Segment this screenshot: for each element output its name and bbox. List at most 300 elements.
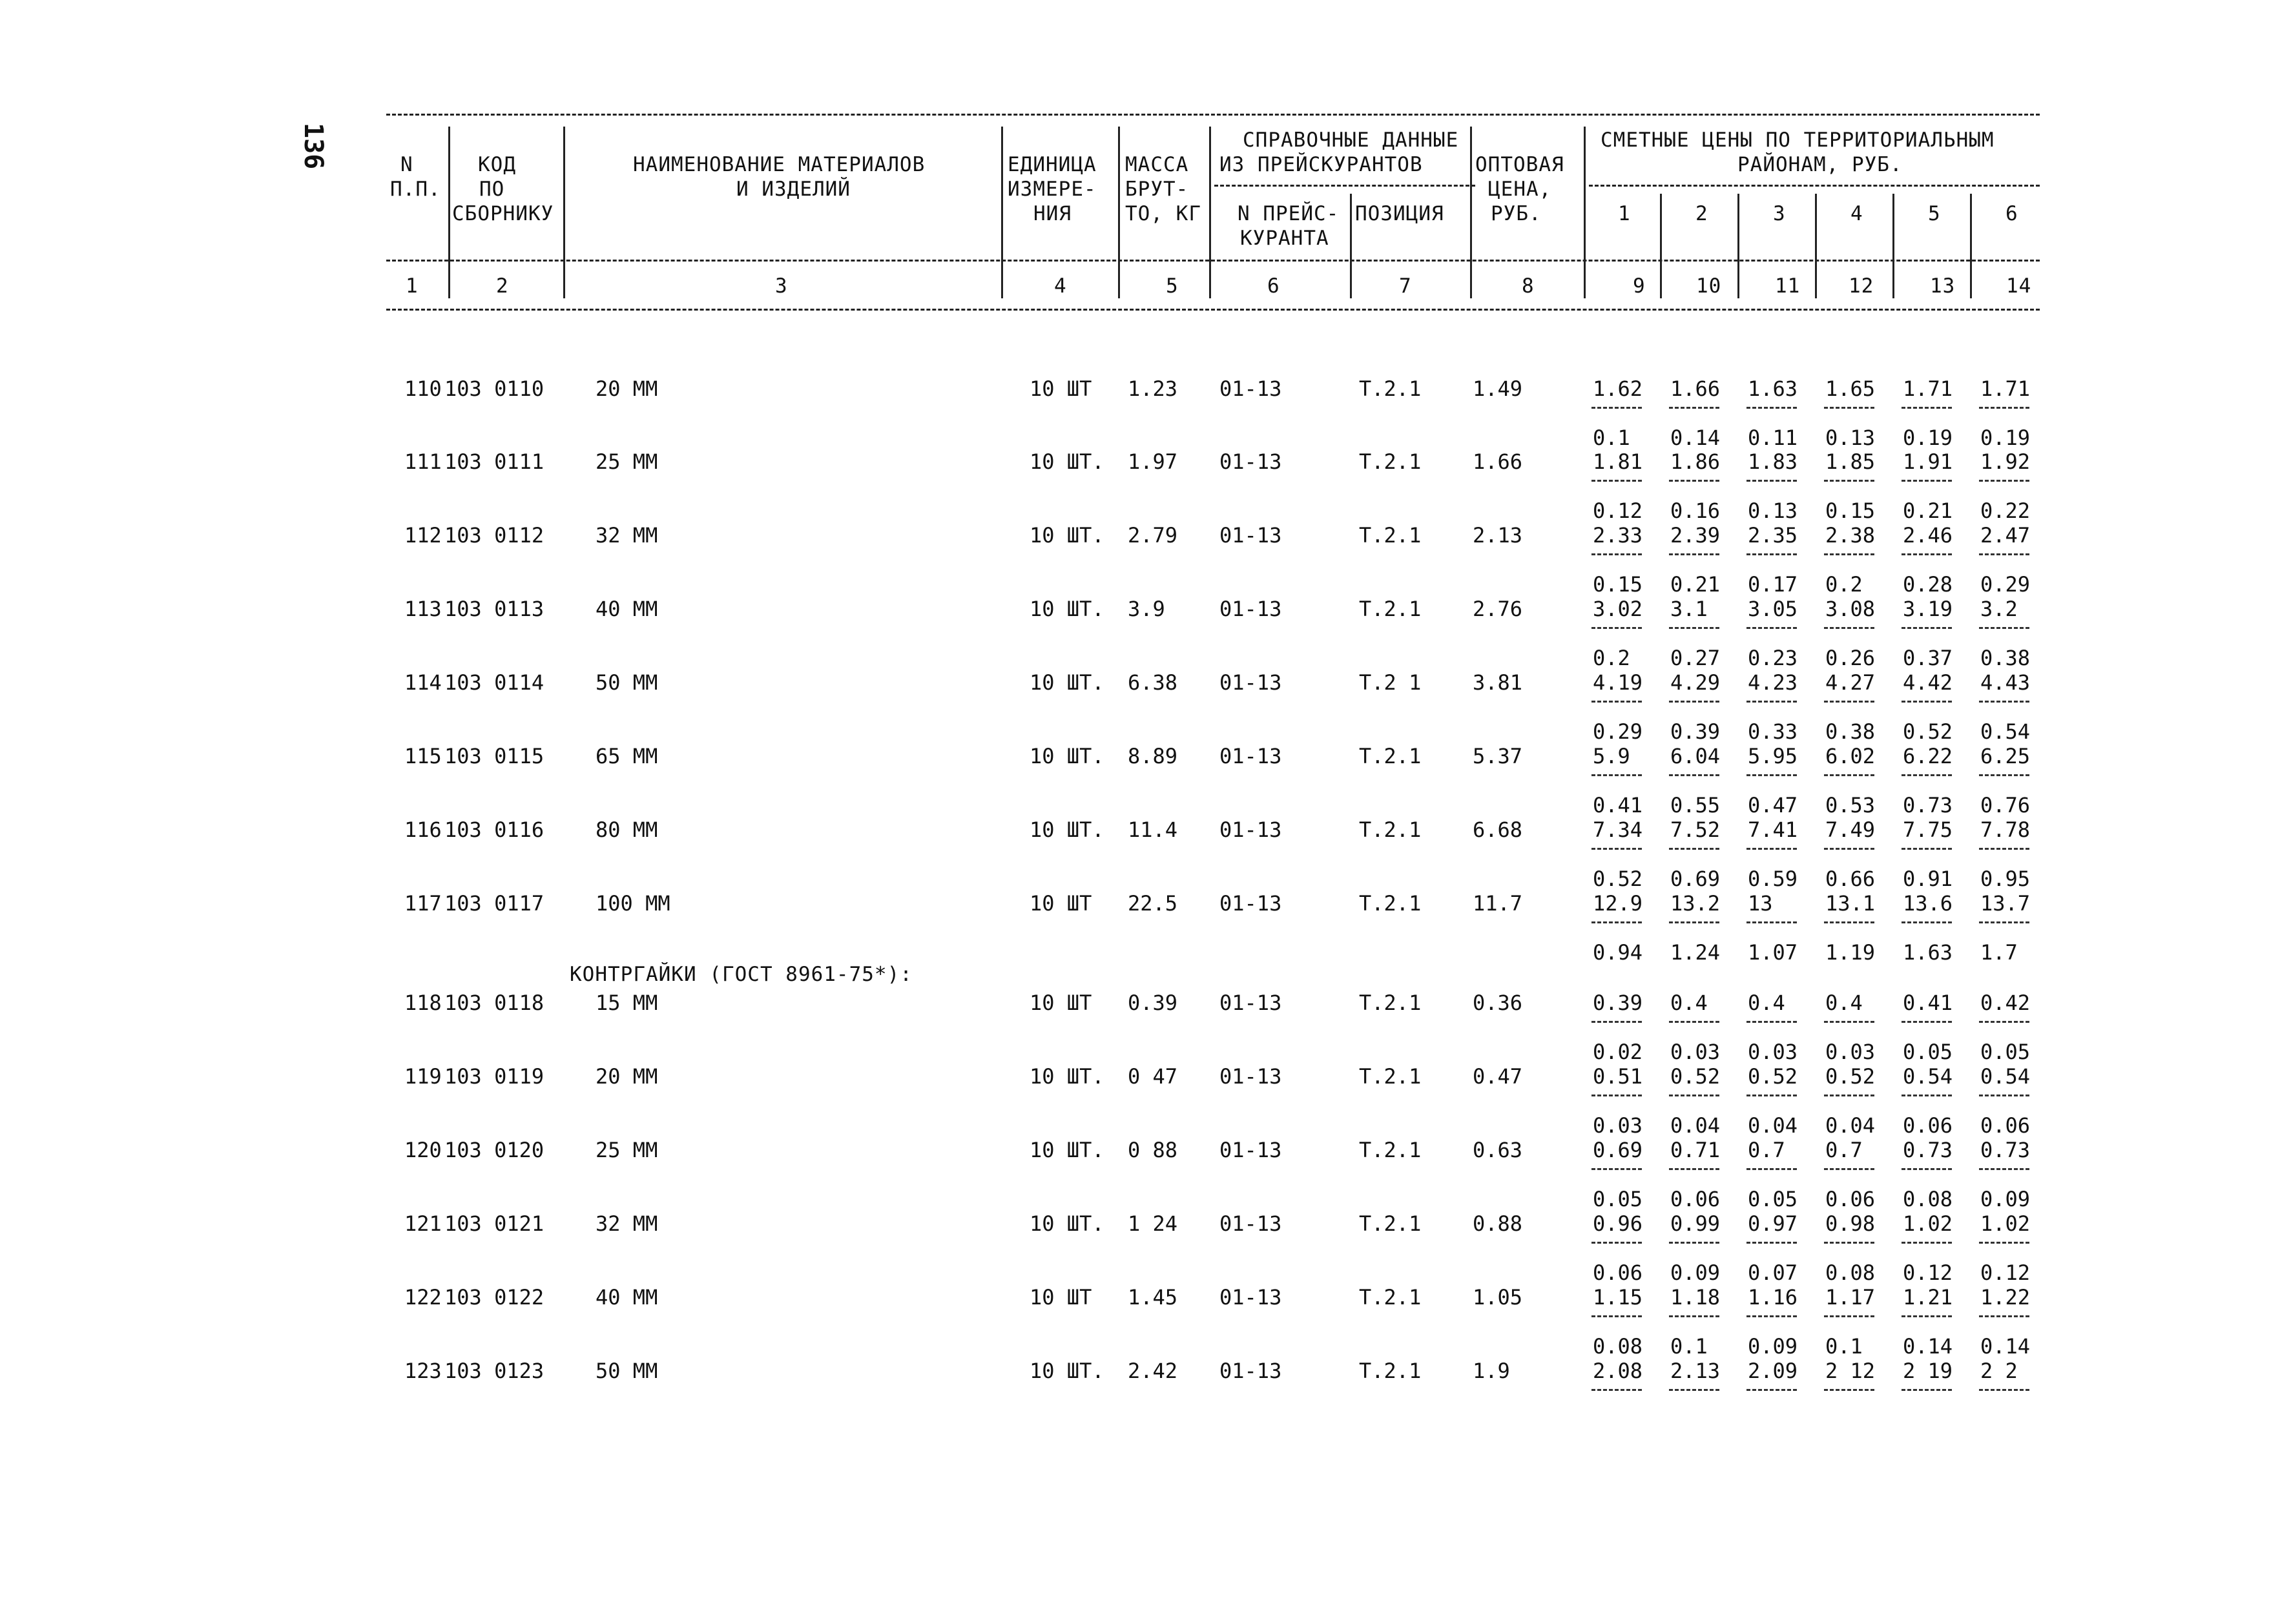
row-material-name: 25 ММ <box>596 1138 658 1162</box>
district-price: 3.2 <box>1980 597 2018 621</box>
district-price-extra: 1.63 <box>1903 940 1953 965</box>
row-position: Т.2.1 <box>1359 523 1422 548</box>
district-price: 0.73 <box>1980 1138 2031 1162</box>
district-price-extra: 0.12 <box>1593 499 1643 523</box>
fraction-line <box>1746 1095 1797 1096</box>
row-unit: 10 ШТ <box>1030 891 1092 916</box>
fraction-line <box>1746 1021 1797 1023</box>
fraction-line <box>1979 848 2029 850</box>
fraction-line <box>1979 1315 2029 1317</box>
district-price-extra: 0.91 <box>1903 867 1953 891</box>
district-price: 7.41 <box>1748 817 1798 842</box>
header-unit-line1: ЕДИНИЦА <box>1008 153 1097 176</box>
district-price: 0.52 <box>1748 1064 1798 1089</box>
district-price-extra: 0.05 <box>1748 1187 1798 1211</box>
row-unit: 10 ШТ. <box>1030 744 1104 768</box>
district-price: 3.05 <box>1748 597 1798 621</box>
row-pricelist: 01-13 <box>1219 1064 1282 1089</box>
district-price-extra: 0.1 <box>1670 1334 1708 1359</box>
header-ref-group-line2: ИЗ ПРЕЙСКУРАНТОВ <box>1219 153 1423 176</box>
row-code: 103 0121 <box>444 1211 544 1236</box>
district-price-extra: 0.06 <box>1825 1187 1876 1211</box>
fraction-line <box>1669 774 1719 776</box>
column-number: 8 <box>1522 274 1535 298</box>
district-price-extra: 0.11 <box>1748 426 1798 450</box>
district-price: 0.73 <box>1903 1138 1953 1162</box>
fraction-line <box>1902 1021 1952 1023</box>
row-wholesale-price: 1.9 <box>1473 1359 1510 1383</box>
column-number: 9 <box>1633 274 1646 298</box>
district-price: 1.02 <box>1903 1211 1953 1236</box>
header-column-separator <box>1660 194 1662 298</box>
district-price-extra: 0.08 <box>1825 1260 1876 1285</box>
row-mass: 22.5 <box>1128 891 1178 916</box>
district-price: 2.09 <box>1748 1359 1798 1383</box>
row-wholesale-price: 1.66 <box>1473 449 1523 474</box>
district-price-extra: 0.15 <box>1593 572 1643 597</box>
fraction-line <box>1669 1168 1719 1170</box>
header-name-line1: НАИМЕНОВАНИЕ МАТЕРИАЛОВ <box>633 153 926 176</box>
district-price: 0.97 <box>1748 1211 1798 1236</box>
fraction-line <box>1746 774 1797 776</box>
district-price: 5.9 <box>1593 744 1630 768</box>
fraction-line <box>1746 407 1797 409</box>
district-price: 7.52 <box>1670 817 1721 842</box>
district-price: 2.13 <box>1670 1359 1721 1383</box>
row-wholesale-price: 2.76 <box>1473 597 1523 621</box>
header-column-separator <box>1118 127 1120 298</box>
row-position: Т.2.1 <box>1359 449 1422 474</box>
fraction-line <box>1591 848 1642 850</box>
district-price: 3.19 <box>1903 597 1953 621</box>
row-unit: 10 ШТ. <box>1030 1211 1104 1236</box>
column-number: 10 <box>1696 274 1722 298</box>
fraction-line <box>1902 921 1952 923</box>
district-price-extra: 0.12 <box>1980 1260 2031 1285</box>
district-price: 0.51 <box>1593 1064 1643 1089</box>
row-code: 103 0114 <box>444 670 544 695</box>
row-wholesale-price: 2.13 <box>1473 523 1523 548</box>
row-pricelist: 01-13 <box>1219 597 1282 621</box>
fraction-line <box>1746 480 1797 482</box>
district-price: 4.42 <box>1903 670 1953 695</box>
row-mass: 1 24 <box>1128 1211 1178 1236</box>
fraction-line <box>1979 1242 2029 1244</box>
district-price: 1.65 <box>1825 376 1876 401</box>
header-column-separator <box>563 127 565 298</box>
district-price: 2.46 <box>1903 523 1953 548</box>
fraction-line <box>1591 407 1642 409</box>
district-price: 0.54 <box>1903 1064 1953 1089</box>
row-unit: 10 ШТ <box>1030 1285 1092 1310</box>
row-material-name: 32 ММ <box>596 523 658 548</box>
district-price-extra: 0.21 <box>1903 499 1953 523</box>
district-price-extra: 0.04 <box>1670 1113 1721 1138</box>
row-position: Т.2.1 <box>1359 1138 1422 1162</box>
header-column-separator <box>1815 194 1817 298</box>
district-price: 13.2 <box>1670 891 1721 916</box>
column-number: 2 <box>496 274 509 298</box>
row-pricelist: 01-13 <box>1219 1138 1282 1162</box>
row-material-name: 50 ММ <box>596 670 658 695</box>
row-number: 115 <box>404 744 442 768</box>
district-price: 4.19 <box>1593 670 1643 695</box>
fraction-line <box>1746 1315 1797 1317</box>
district-price-extra: 0.04 <box>1748 1113 1798 1138</box>
column-number: 5 <box>1166 274 1179 298</box>
district-price-extra: 0.14 <box>1903 1334 1953 1359</box>
row-position: Т.2.1 <box>1359 817 1422 842</box>
row-code: 103 0112 <box>444 523 544 548</box>
section-heading: КОНТРГАЙКИ (ГОСТ 8961-75*): <box>570 963 913 986</box>
row-material-name: 32 ММ <box>596 1211 658 1236</box>
header-ref-group-line1: СПРАВОЧНЫЕ ДАННЫЕ <box>1243 128 1459 152</box>
row-mass: 8.89 <box>1128 744 1178 768</box>
row-position: Т.2.1 <box>1359 1211 1422 1236</box>
district-price-extra: 0.2 <box>1825 572 1863 597</box>
district-price-extra: 0.09 <box>1980 1187 2031 1211</box>
row-mass: 0.39 <box>1128 991 1178 1015</box>
row-unit: 10 ШТ. <box>1030 670 1104 695</box>
row-code: 103 0111 <box>444 449 544 474</box>
row-unit: 10 ШТ. <box>1030 817 1104 842</box>
district-price: 1.63 <box>1748 376 1798 401</box>
district-price: 1.85 <box>1825 449 1876 474</box>
district-price-extra: 0.14 <box>1670 426 1721 450</box>
fraction-line <box>1824 480 1874 482</box>
column-number: 13 <box>1930 274 1956 298</box>
district-price-extra: 0.02 <box>1593 1040 1643 1064</box>
fraction-line <box>1591 921 1642 923</box>
fraction-line <box>1669 553 1719 555</box>
row-material-name: 100 ММ <box>596 891 670 916</box>
fraction-line <box>1902 1389 1952 1391</box>
header-column-separator <box>1892 194 1894 298</box>
row-pricelist: 01-13 <box>1219 670 1282 695</box>
district-price: 0.99 <box>1670 1211 1721 1236</box>
district-price-extra: 0.2 <box>1593 646 1630 670</box>
row-pricelist: 01-13 <box>1219 1285 1282 1310</box>
row-number: 119 <box>404 1064 442 1089</box>
row-code: 103 0117 <box>444 891 544 916</box>
fraction-line <box>1746 1242 1797 1244</box>
district-price: 4.43 <box>1980 670 2031 695</box>
district-price: 1.92 <box>1980 449 2031 474</box>
fraction-line <box>1669 1095 1719 1096</box>
district-price-extra: 0.08 <box>1593 1334 1643 1359</box>
row-code: 103 0116 <box>444 817 544 842</box>
row-material-name: 80 ММ <box>596 817 658 842</box>
district-price-extra: 0.05 <box>1903 1040 1953 1064</box>
fraction-line <box>1746 701 1797 703</box>
fraction-line <box>1824 1315 1874 1317</box>
district-price: 0.4 <box>1670 991 1708 1015</box>
fraction-line <box>1746 848 1797 850</box>
district-price: 6.04 <box>1670 744 1721 768</box>
district-price-extra: 0.05 <box>1980 1040 2031 1064</box>
row-mass: 0 88 <box>1128 1138 1178 1162</box>
header-mass-line2: БРУТ- <box>1125 178 1189 201</box>
district-price-extra: 0.03 <box>1748 1040 1798 1064</box>
district-price: 0.69 <box>1593 1138 1643 1162</box>
header-pricelist-line1: N ПРЕЙС- <box>1238 202 1340 225</box>
fraction-line <box>1902 848 1952 850</box>
row-pricelist: 01-13 <box>1219 991 1282 1015</box>
district-price: 2 19 <box>1903 1359 1953 1383</box>
district-price: 3.08 <box>1825 597 1876 621</box>
fraction-line <box>1824 1242 1874 1244</box>
row-number: 110 <box>404 376 442 401</box>
row-pricelist: 01-13 <box>1219 523 1282 548</box>
page-number: 136 <box>298 123 328 170</box>
district-price: 7.78 <box>1980 817 2031 842</box>
fraction-line <box>1979 701 2029 703</box>
column-number: 14 <box>2006 274 2032 298</box>
district-price-extra: 0.16 <box>1670 499 1721 523</box>
district-price: 2.47 <box>1980 523 2031 548</box>
row-position: Т.2.1 <box>1359 991 1422 1015</box>
district-price: 1.86 <box>1670 449 1721 474</box>
district-price: 0.52 <box>1670 1064 1721 1089</box>
header-prices-group-line1: СМЕТНЫЕ ЦЕНЫ ПО ТЕРРИТОРИАЛЬНЫМ <box>1601 128 1995 152</box>
district-price: 0.98 <box>1825 1211 1876 1236</box>
district-price-extra: 0.73 <box>1903 793 1953 817</box>
fraction-line <box>1979 1389 2029 1391</box>
fraction-line <box>1902 1315 1952 1317</box>
district-price-extra: 0.03 <box>1593 1113 1643 1138</box>
header-district-1: 1 <box>1618 202 1631 225</box>
district-price-extra: 0.76 <box>1980 793 2031 817</box>
header-wholesale-line2: ЦЕНА, <box>1488 178 1552 201</box>
row-code: 103 0119 <box>444 1064 544 1089</box>
row-number: 113 <box>404 597 442 621</box>
fraction-line <box>1902 1168 1952 1170</box>
district-price: 13.7 <box>1980 891 2031 916</box>
district-price: 2.33 <box>1593 523 1643 548</box>
row-wholesale-price: 0.36 <box>1473 991 1523 1015</box>
fraction-line <box>1591 1168 1642 1170</box>
row-code: 103 0113 <box>444 597 544 621</box>
district-price-extra: 0.39 <box>1670 719 1721 744</box>
fraction-line <box>1824 1021 1874 1023</box>
district-price-extra: 0.09 <box>1748 1334 1798 1359</box>
district-price-extra: 0.22 <box>1980 499 2031 523</box>
fraction-line <box>1824 1389 1874 1391</box>
district-price-extra: 0.1 <box>1593 426 1630 450</box>
header-unit-line3: НИЯ <box>1033 202 1072 225</box>
column-number: 4 <box>1054 274 1067 298</box>
district-price-extra: 0.03 <box>1825 1040 1876 1064</box>
row-material-name: 25 ММ <box>596 449 658 474</box>
fraction-line <box>1669 848 1719 850</box>
column-number: 3 <box>775 274 788 298</box>
header-column-separator <box>1584 127 1586 298</box>
row-mass: 1.23 <box>1128 376 1178 401</box>
row-material-name: 40 ММ <box>596 1285 658 1310</box>
header-n-line2: П.П. <box>390 178 441 201</box>
row-unit: 10 ШТ. <box>1030 523 1104 548</box>
fraction-line <box>1902 1242 1952 1244</box>
row-number: 116 <box>404 817 442 842</box>
row-pricelist: 01-13 <box>1219 1211 1282 1236</box>
district-price-extra: 0.52 <box>1593 867 1643 891</box>
district-price-extra: 1.24 <box>1670 940 1721 965</box>
row-unit: 10 ШТ <box>1030 376 1092 401</box>
fraction-line <box>1902 407 1952 409</box>
district-price-extra: 0.28 <box>1903 572 1953 597</box>
district-price: 4.29 <box>1670 670 1721 695</box>
district-price-extra: 0.23 <box>1748 646 1798 670</box>
fraction-line <box>1591 627 1642 629</box>
row-wholesale-price: 1.05 <box>1473 1285 1523 1310</box>
row-number: 120 <box>404 1138 442 1162</box>
district-price: 0.41 <box>1903 991 1953 1015</box>
district-price: 0.7 <box>1825 1138 1863 1162</box>
district-price: 0.54 <box>1980 1064 2031 1089</box>
district-price-extra: 0.12 <box>1903 1260 1953 1285</box>
district-price-extra: 0.13 <box>1825 426 1876 450</box>
district-price: 5.95 <box>1748 744 1798 768</box>
district-price-extra: 0.29 <box>1593 719 1643 744</box>
fraction-line <box>1824 921 1874 923</box>
row-mass: 2.42 <box>1128 1359 1178 1383</box>
fraction-line <box>1979 921 2029 923</box>
row-pricelist: 01-13 <box>1219 817 1282 842</box>
row-unit: 10 ШТ. <box>1030 1138 1104 1162</box>
district-price-extra: 0.95 <box>1980 867 2031 891</box>
header-wholesale-line3: РУБ. <box>1491 202 1542 225</box>
row-material-name: 20 ММ <box>596 1064 658 1089</box>
fraction-line <box>1591 701 1642 703</box>
district-price: 3.1 <box>1670 597 1708 621</box>
row-pricelist: 01-13 <box>1219 449 1282 474</box>
district-price: 2 12 <box>1825 1359 1876 1383</box>
header-code-line1: КОД <box>478 153 516 176</box>
row-code: 103 0120 <box>444 1138 544 1162</box>
district-price-extra: 0.03 <box>1670 1040 1721 1064</box>
district-price-extra: 0.04 <box>1825 1113 1876 1138</box>
district-price-extra: 0.47 <box>1748 793 1798 817</box>
header-position: ПОЗИЦИЯ <box>1355 202 1444 225</box>
district-price: 3.02 <box>1593 597 1643 621</box>
fraction-line <box>1979 1168 2029 1170</box>
district-price: 4.23 <box>1748 670 1798 695</box>
row-wholesale-price: 5.37 <box>1473 744 1523 768</box>
fraction-line <box>1591 1095 1642 1096</box>
district-price-extra: 0.94 <box>1593 940 1643 965</box>
fraction-line <box>1824 553 1874 555</box>
fraction-line <box>1979 627 2029 629</box>
fraction-line <box>1669 407 1719 409</box>
row-mass: 0 47 <box>1128 1064 1178 1089</box>
row-material-name: 20 ММ <box>596 376 658 401</box>
row-code: 103 0115 <box>444 744 544 768</box>
district-price-extra: 0.1 <box>1825 1334 1863 1359</box>
district-price-extra: 0.59 <box>1748 867 1798 891</box>
row-number: 117 <box>404 891 442 916</box>
district-price-extra: 0.21 <box>1670 572 1721 597</box>
row-number: 118 <box>404 991 442 1015</box>
row-position: Т.2.1 <box>1359 376 1422 401</box>
fraction-line <box>1591 774 1642 776</box>
row-wholesale-price: 0.88 <box>1473 1211 1523 1236</box>
row-material-name: 50 ММ <box>596 1359 658 1383</box>
row-mass: 3.9 <box>1128 597 1165 621</box>
district-price: 4.27 <box>1825 670 1876 695</box>
fraction-line <box>1979 480 2029 482</box>
row-material-name: 15 ММ <box>596 991 658 1015</box>
row-position: Т.2.1 <box>1359 1285 1422 1310</box>
district-price-extra: 0.08 <box>1903 1187 1953 1211</box>
district-price: 2.08 <box>1593 1359 1643 1383</box>
fraction-line <box>1824 774 1874 776</box>
row-mass: 2.79 <box>1128 523 1178 548</box>
district-price-extra: 0.09 <box>1670 1260 1721 1285</box>
district-price-extra: 0.54 <box>1980 719 2031 744</box>
district-price: 1.22 <box>1980 1285 2031 1310</box>
header-mass-line1: МАССА <box>1125 153 1189 176</box>
district-price-extra: 0.37 <box>1903 646 1953 670</box>
row-position: Т.2.1 <box>1359 1359 1422 1383</box>
district-price: 2 2 <box>1980 1359 2018 1383</box>
row-pricelist: 01-13 <box>1219 744 1282 768</box>
row-pricelist: 01-13 <box>1219 376 1282 401</box>
fraction-line <box>1669 480 1719 482</box>
district-price-extra: 0.07 <box>1748 1260 1798 1285</box>
district-price: 6.22 <box>1903 744 1953 768</box>
district-price: 0.7 <box>1748 1138 1785 1162</box>
fraction-line <box>1746 1168 1797 1170</box>
district-price-extra: 0.19 <box>1980 426 2031 450</box>
fraction-line <box>1824 407 1874 409</box>
row-position: Т.2 1 <box>1359 670 1422 695</box>
district-price-extra: 0.29 <box>1980 572 2031 597</box>
row-number: 121 <box>404 1211 442 1236</box>
fraction-line <box>1591 1389 1642 1391</box>
district-price-extra: 0.06 <box>1980 1113 2031 1138</box>
district-price-extra: 0.38 <box>1980 646 2031 670</box>
district-price-extra: 0.06 <box>1670 1187 1721 1211</box>
district-price-extra: 1.07 <box>1748 940 1798 965</box>
row-code: 103 0118 <box>444 991 544 1015</box>
row-mass: 1.97 <box>1128 449 1178 474</box>
district-price: 13.6 <box>1903 891 1953 916</box>
row-code: 103 0122 <box>444 1285 544 1310</box>
row-mass: 1.45 <box>1128 1285 1178 1310</box>
district-price-extra: 0.66 <box>1825 867 1876 891</box>
header-district-5: 5 <box>1928 202 1941 225</box>
header-district-3: 3 <box>1773 202 1786 225</box>
district-price: 1.17 <box>1825 1285 1876 1310</box>
row-wholesale-price: 3.81 <box>1473 670 1523 695</box>
row-pricelist: 01-13 <box>1219 1359 1282 1383</box>
column-number: 7 <box>1399 274 1412 298</box>
header-mid-rule <box>386 260 2040 262</box>
district-price: 1.16 <box>1748 1285 1798 1310</box>
district-price: 7.49 <box>1825 817 1876 842</box>
header-n-line1: N <box>400 153 413 176</box>
district-price-extra: 0.27 <box>1670 646 1721 670</box>
district-price-extra: 0.41 <box>1593 793 1643 817</box>
header-name-line2: И ИЗДЕЛИЙ <box>736 178 851 201</box>
header-mass-line3: ТО, КГ <box>1125 202 1201 225</box>
district-price-extra: 0.13 <box>1748 499 1798 523</box>
header-column-separator <box>1350 194 1352 298</box>
district-price: 1.02 <box>1980 1211 2031 1236</box>
header-column-separator <box>1737 194 1739 298</box>
column-number: 6 <box>1267 274 1280 298</box>
row-number: 122 <box>404 1285 442 1310</box>
